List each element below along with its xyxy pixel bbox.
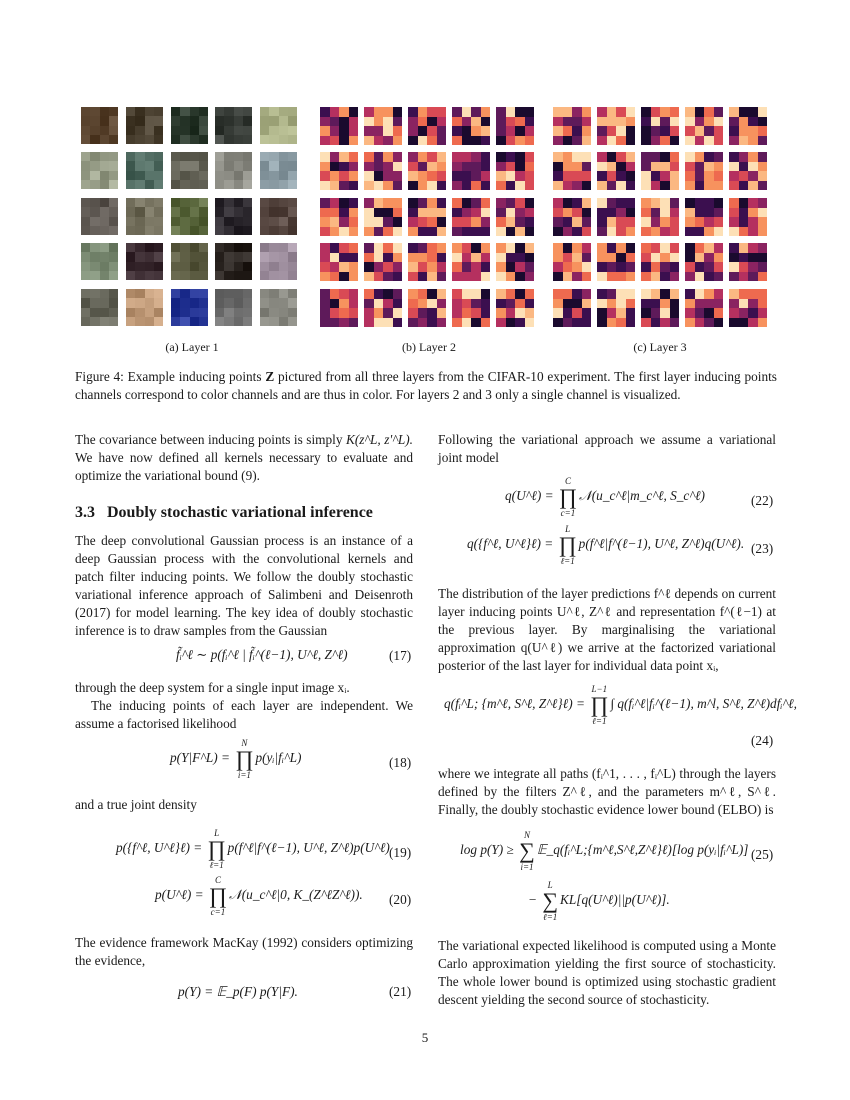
layer3-patch (641, 289, 679, 327)
layer2-patch (320, 243, 358, 281)
layer2-patch (320, 107, 358, 145)
layer3-patch (641, 243, 679, 281)
layer2-patch (364, 243, 402, 281)
layer3-patch (685, 152, 723, 190)
layer3-patch (729, 152, 767, 190)
figure-caption (75, 368, 777, 404)
layer3-patch (597, 289, 635, 327)
layer2-patch (408, 152, 446, 190)
layer3-patch (685, 289, 723, 327)
equation-20: p(U^ℓ) = C ∏ c=1𝒩(u_c^ℓ|0, K_(Z^ℓZ^ℓ)). (155, 875, 363, 917)
equation-17-number: (17) (389, 648, 412, 663)
intro-math: K(z^L, z'^L). (345, 432, 413, 447)
section-heading (75, 504, 373, 522)
layer2-patch (408, 107, 446, 145)
equation-24: q(fᵢ^L; {m^ℓ, S^ℓ, Z^ℓ}ℓ) = L−1 ∏ ℓ=1∫ q(fᵢ^ℓ|fᵢ^(ℓ−1), m^l, S^ℓ, Z^ℓ)dfᵢ^ℓ, (444, 684, 797, 726)
layer2-patch (496, 289, 534, 327)
sublabel-layer2: (b) Layer 2 (402, 340, 456, 354)
page-number: 5 (421, 1030, 429, 1045)
right-para4: The variational expected likelihood is computed using a Monte Carlo approximation yielding the first source of stochasticity. The whole lower bound is optimized using stochastic gradient descent yielding the second source of stochasticity. (438, 938, 776, 1007)
layer1-patch (81, 152, 118, 189)
right-para3: where we integrate all paths (fᵢ^1, . . . , fᵢ^L) through the layers defined by the filters Z^ℓ, and the parameters m^ℓ, S^ℓ. Finally, the doubly stochastic evidence lower bound (ELBO) is (438, 766, 776, 817)
layer1-patch (171, 243, 208, 280)
sublabel-layer3: (c) Layer 3 (633, 340, 687, 354)
layer2-patch (452, 198, 490, 236)
layer3-patch (729, 198, 767, 236)
layer3-patch (685, 107, 723, 145)
equation-23: q({f^ℓ, U^ℓ}ℓ) = L ∏ ℓ=1p(f^ℓ|f^(ℓ−1), U^ℓ, Z^ℓ)q(U^ℓ). (467, 524, 745, 566)
equation-23-number: (23) (751, 541, 774, 556)
layer1-patch (81, 289, 118, 326)
right-para2: The distribution of the layer predictions f^ℓ depends on current layer inducing points U^ℓ, Z^ℓ and representation f^(ℓ−1) at the previous layer. By marginalising the variational approximation q(U^ℓ) we arrive at the factorized variational posterior of the last layer for individual data point xᵢ, (438, 586, 776, 673)
layer1-patch (171, 107, 208, 144)
layer2-patch (496, 107, 534, 145)
layer1-patch (215, 289, 252, 326)
layer3-patch (641, 198, 679, 236)
equation-22-number: (22) (751, 493, 774, 508)
layer2-patch (364, 289, 402, 327)
layer2-patch (496, 198, 534, 236)
layer2-patch (452, 107, 490, 145)
intro-lead: The covariance between inducing points is simply (75, 432, 346, 447)
equation-24-number: (24) (751, 733, 774, 748)
equation-21: p(Y) = 𝔼_p(F) p(Y|F). (178, 984, 298, 999)
layer1-patch (260, 107, 297, 144)
equation-25-line1: log p(Y) ≥ N ∑ i=1𝔼_q(fᵢ^L;{m^ℓ,S^ℓ,Z^ℓ}ℓ)[log p(yᵢ|fᵢ^L)] (460, 830, 749, 872)
right-para1: Following the variational approach we assume a variational joint model (438, 432, 776, 465)
layer1-patch (171, 198, 208, 235)
layer3-patch (553, 243, 591, 281)
layer3-patch (597, 107, 635, 145)
layer1-patch (260, 243, 297, 280)
layer1-patch (126, 289, 163, 326)
layer2-patch (320, 152, 358, 190)
layer1-patch (81, 107, 118, 144)
equation-17: f̃ᵢ^ℓ ∼ p(fᵢ^ℓ | f̃ᵢ^(ℓ−1), U^ℓ, Z^ℓ) (176, 647, 348, 662)
equation-21-number: (21) (389, 984, 412, 999)
equation-22: q(U^ℓ) = C ∏ c=1𝒩(u_c^ℓ|m_c^ℓ, S_c^ℓ) (505, 476, 705, 518)
layer2-patch (452, 152, 490, 190)
layer1-patch (215, 107, 252, 144)
layer1-patch (126, 107, 163, 144)
caption-lead: Figure 4: Example inducing points (75, 369, 266, 384)
layer1-patch (215, 198, 252, 235)
layer2-patch (452, 243, 490, 281)
left-para5: The evidence framework MacKay (1992) considers optimizing the evidence, (75, 935, 413, 968)
layer3-patch (685, 198, 723, 236)
layer2-patch (364, 152, 402, 190)
equation-18-number: (18) (389, 755, 412, 770)
layer2-patch (452, 289, 490, 327)
equation-25-number: (25) (751, 847, 774, 862)
layer1-patch (126, 243, 163, 280)
equation-20-number: (20) (389, 892, 412, 907)
layer1-patch (81, 198, 118, 235)
layer2-patch (408, 198, 446, 236)
layer2-patch (496, 152, 534, 190)
section-title: Doubly stochastic variational inference (107, 504, 373, 521)
layer1-patch (215, 243, 252, 280)
layer3-patch (685, 243, 723, 281)
layer1-patch (260, 289, 297, 326)
equation-25-line2: − L ∑ ℓ=1KL[q(U^ℓ)||p(U^ℓ)]. (528, 880, 670, 922)
layer1-patch (81, 243, 118, 280)
layer3-patch (641, 152, 679, 190)
layer2-patch (320, 289, 358, 327)
intro-rest: We have now defined all kernels necessary to evaluate and optimize the variational bound (9). (75, 450, 413, 483)
layer2-patch (408, 243, 446, 281)
layer1-patch (126, 152, 163, 189)
layer3-patch (729, 289, 767, 327)
layer1-patch (171, 152, 208, 189)
equation-18: p(Y|F^L) = N ∏ i=1p(yᵢ|fᵢ^L) (170, 738, 302, 780)
layer3-patch (729, 107, 767, 145)
layer3-patch (729, 243, 767, 281)
sublabel-layer1: (a) Layer 1 (165, 340, 219, 354)
caption-symbol: Z (265, 369, 275, 384)
layer2-patch (408, 289, 446, 327)
layer3-patch (597, 198, 635, 236)
layer3-patch (553, 152, 591, 190)
layer3-patch (597, 243, 635, 281)
layer3-patch (553, 198, 591, 236)
layer3-patch (553, 107, 591, 145)
layer2-patch (364, 107, 402, 145)
layer3-patch (597, 152, 635, 190)
left-intro (75, 431, 413, 485)
layer2-patch (364, 198, 402, 236)
equation-19-number: (19) (389, 845, 412, 860)
layer1-patch (171, 289, 208, 326)
layer2-patch (496, 243, 534, 281)
layer2-patch (320, 198, 358, 236)
layer1-patch (260, 198, 297, 235)
layer1-patch (260, 152, 297, 189)
layer1-patch (126, 198, 163, 235)
left-para4: and a true joint density (75, 797, 197, 812)
left-para1: The deep convolutional Gaussian process is an instance of a deep Gaussian process with the convolutional kernels and patch filter inducing points. We follow the doubly stochastic variational inference approach of Salimbeni and Deisenroth (2017) for model learning. The key idea of doubly stochastic inference is to draw samples from the Gaussian (75, 533, 413, 638)
layer1-patch (215, 152, 252, 189)
left-para2: through the deep system for a single input image xᵢ. The inducing points of each layer are independent. We assume a factorised likelihood (75, 680, 413, 731)
equation-19: p({f^ℓ, U^ℓ}ℓ) = L ∏ ℓ=1p(f^ℓ|f^(ℓ−1), U^ℓ, Z^ℓ)p(U^ℓ) (116, 828, 390, 870)
section-number: 3.3 (75, 504, 95, 521)
caption-rest: pictured from all three layers from the CIFAR-10 experiment. The first layer inducing points channels correspond to color channels and are thus in color. For layers 2 and 3 only a single channel is visualized. (75, 369, 777, 402)
layer3-patch (553, 289, 591, 327)
layer3-patch (641, 107, 679, 145)
